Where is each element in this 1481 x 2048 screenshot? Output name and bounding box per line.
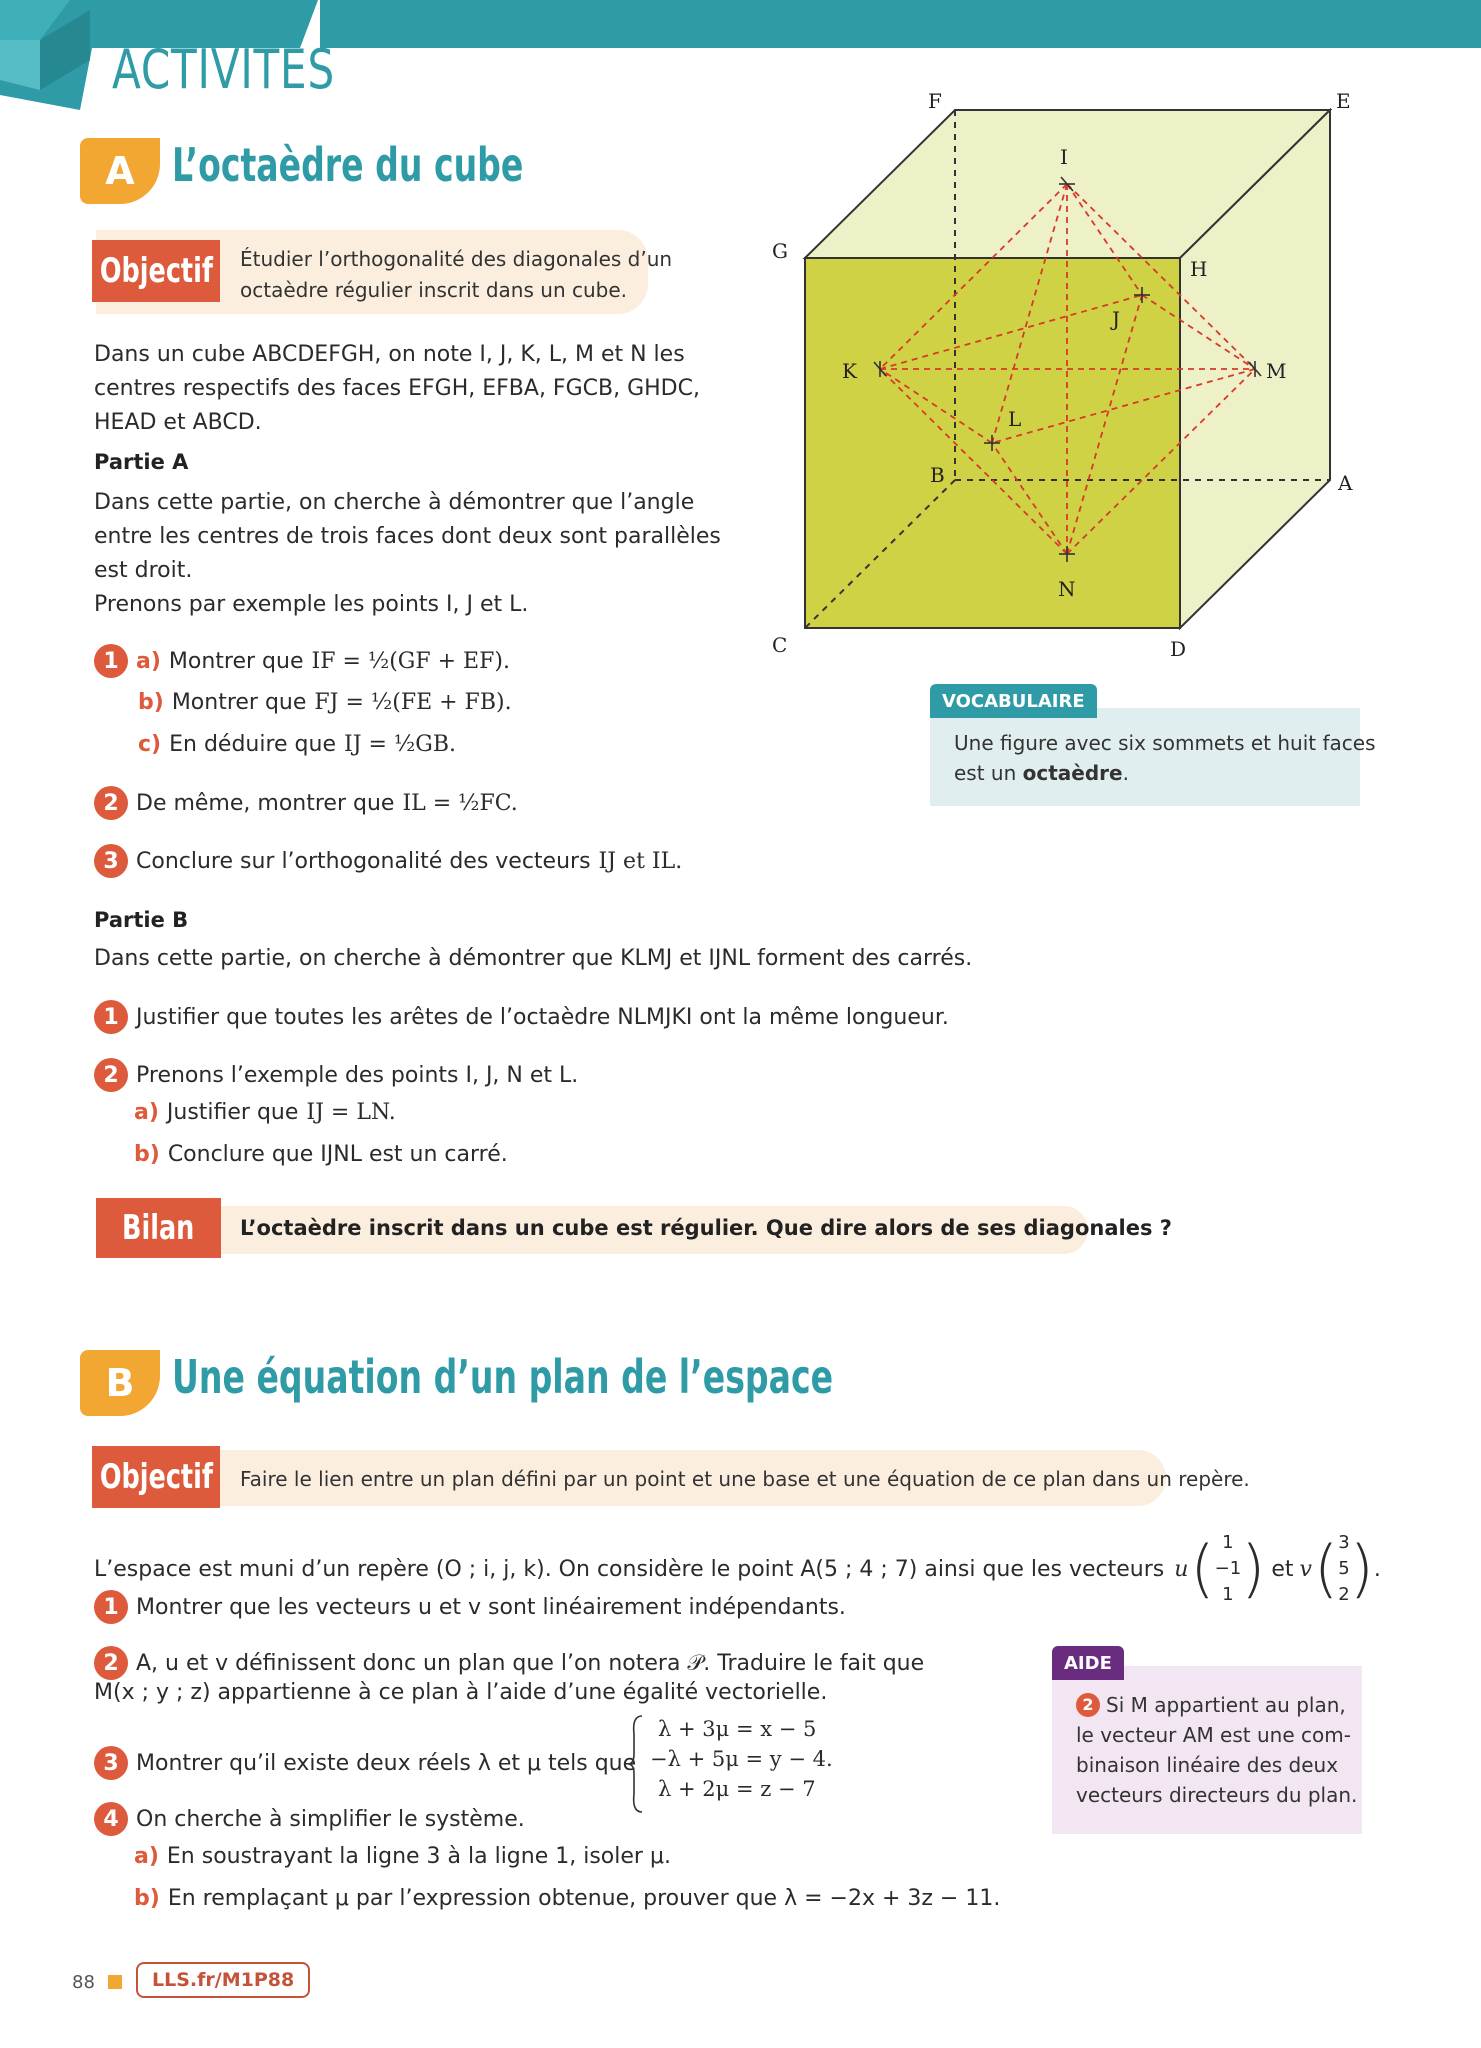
question-a1c: c) En déduire que IJ = ½GB. — [138, 732, 456, 757]
part-b-intro: Dans cette partie, on cherche à démontrer que KLMJ et IJNL forment des carrés. — [94, 946, 973, 971]
question-b-section-4: 4 On cherche à simplifier le système. — [94, 1802, 525, 1836]
objectif-a-text: Étudier l’orthogonalité des diagonales d’un octaèdre régulier inscrit dans un cube. — [240, 247, 673, 302]
vertex-label-e: E — [1336, 89, 1351, 113]
vertex-label-b: B — [930, 463, 945, 487]
question-b2: 2 Prenons l’exemple des points I, J, N et L. — [94, 1058, 578, 1092]
vector-v-coordinates: ( 3 5 2 ) — [1313, 1532, 1374, 1605]
section-a-badge: A — [80, 138, 160, 204]
number-badge: 1 — [94, 1590, 128, 1624]
center-label-n: N — [1058, 577, 1076, 601]
bilan-text: L’octaèdre inscrit dans un cube est régulier. Que dire alors de ses diagonales ? — [240, 1216, 1172, 1240]
vocabulary-tag: VOCABULAIRE — [930, 684, 1097, 718]
header-bar — [320, 0, 1481, 48]
part-a-intro: Dans cette partie, on cherche à démontrer que l’angle entre les centres de trois faces dont deux sont parallèles est droit. Prenons par exemple les points I, J et L. — [94, 490, 721, 617]
question-a2: 2 De même, montrer que IL = ½FC. — [94, 786, 518, 820]
footer-link[interactable]: LLS.fr/M1P88 — [136, 1962, 310, 1998]
question-b2a: a) Justifier que IJ = LN. — [134, 1100, 396, 1125]
center-label-l: L — [1008, 407, 1022, 431]
number-badge: 1 — [94, 644, 128, 678]
question-b-section-4b: b) En remplaçant μ par l’expression obtenue, prouver que λ = −2x + 3z − 11. — [134, 1886, 1001, 1911]
footer-square-icon — [108, 1975, 122, 1989]
aide-tag: AIDE — [1052, 1646, 1124, 1680]
cube-octahedron-figure — [760, 80, 1360, 680]
objectif-b-label: Objectif — [92, 1446, 220, 1508]
question-b2b: b) Conclure que IJNL est un carré. — [134, 1142, 508, 1167]
vector-u-coordinates: ( 1 −1 1 ) — [1190, 1532, 1266, 1605]
part-b-title: Partie B — [94, 908, 189, 932]
objectif-a-label: Objectif — [92, 240, 220, 302]
part-a-title: Partie A — [94, 450, 189, 474]
question-b-section-3: 3 Montrer qu’il existe deux réels λ et μ tels que — [94, 1746, 636, 1780]
section-a-intro: Dans un cube ABCDEFGH, on note I, J, K, L, M et N les centres respectifs des faces EFGH, EFBA, FGCB, GHDC, HEAD et ABCD. — [94, 342, 700, 435]
question-a1a: 1 a) Montrer que IF = ½(GF + EF). — [94, 644, 510, 678]
vertex-label-a: A — [1338, 471, 1353, 495]
number-badge: 3 — [94, 844, 128, 878]
center-label-i: I — [1060, 145, 1068, 169]
question-b-section-1: 1 Montrer que les vecteurs u et v sont linéairement indépendants. — [94, 1590, 846, 1624]
vertex-label-f: F — [928, 89, 942, 113]
vertex-label-h: H — [1190, 257, 1208, 281]
objectif-b-text: Faire le lien entre un plan défini par un point et une base et une équation de ce plan dans un repère. — [240, 1467, 1250, 1491]
section-b-badge: B — [80, 1350, 160, 1416]
question-b-section-2-cont: M(x ; y ; z) appartienne à ce plan à l’aide d’une égalité vectorielle. — [94, 1680, 828, 1705]
equation-system: λ + 3μ = x − 5 −λ + 5μ = y − 4. λ + 2μ = z − 7 — [650, 1717, 833, 1801]
number-badge: 3 — [94, 1746, 128, 1780]
system-brace — [626, 1714, 646, 1814]
question-b-section-4a: a) En soustrayant la ligne 3 à la ligne 1, isoler μ. — [134, 1844, 671, 1869]
number-badge: 2 — [1076, 1693, 1100, 1717]
vocabulary-text: Une figure avec six sommets et huit faces est un octaèdre. — [954, 731, 1376, 785]
number-badge: 2 — [94, 786, 128, 820]
bilan-label: Bilan — [96, 1198, 221, 1258]
number-badge: 1 — [94, 1000, 128, 1034]
page-number: 88 — [72, 1972, 95, 1993]
section-b-title: Une équation d’un plan de l’espace — [172, 1350, 834, 1404]
center-label-j: J — [1112, 307, 1121, 331]
number-badge: 4 — [94, 1802, 128, 1836]
vertex-label-d: D — [1170, 637, 1187, 661]
section-a-title: L’octaèdre du cube — [172, 138, 524, 192]
question-a3: 3 Conclure sur l’orthogonalité des vecteurs IJ et IL. — [94, 844, 682, 878]
page-header-title: ACTIVITÉS — [112, 38, 335, 101]
center-label-k: K — [842, 359, 857, 383]
number-badge: 2 — [94, 1646, 128, 1680]
question-b-section-2: 2 A, u et v définissent donc un plan que l’on notera 𝒫. Traduire le fait que — [94, 1646, 924, 1680]
vertex-label-c: C — [772, 633, 788, 657]
question-b1: 1 Justifier que toutes les arêtes de l’octaèdre NLMJKI ont la même longueur. — [94, 1000, 949, 1034]
question-a1b: b) Montrer que FJ = ½(FE + FB). — [138, 690, 512, 715]
center-label-m: M — [1266, 359, 1287, 383]
section-b-intro: L’espace est muni d’un repère (O ; i, j, k). On considère le point A(5 ; 4 ; 7) ainsi que les vecteurs u ( 1 −1 1 ) et v ( 3 5 2 ) . — [94, 1530, 1381, 1608]
number-badge: 2 — [94, 1058, 128, 1092]
aide-text: 2 Si M appartient au plan, le vecteur AM est une com- binaison linéaire des deux vecteurs directeurs du plan. — [1076, 1693, 1358, 1807]
vertex-label-g: G — [772, 239, 788, 263]
